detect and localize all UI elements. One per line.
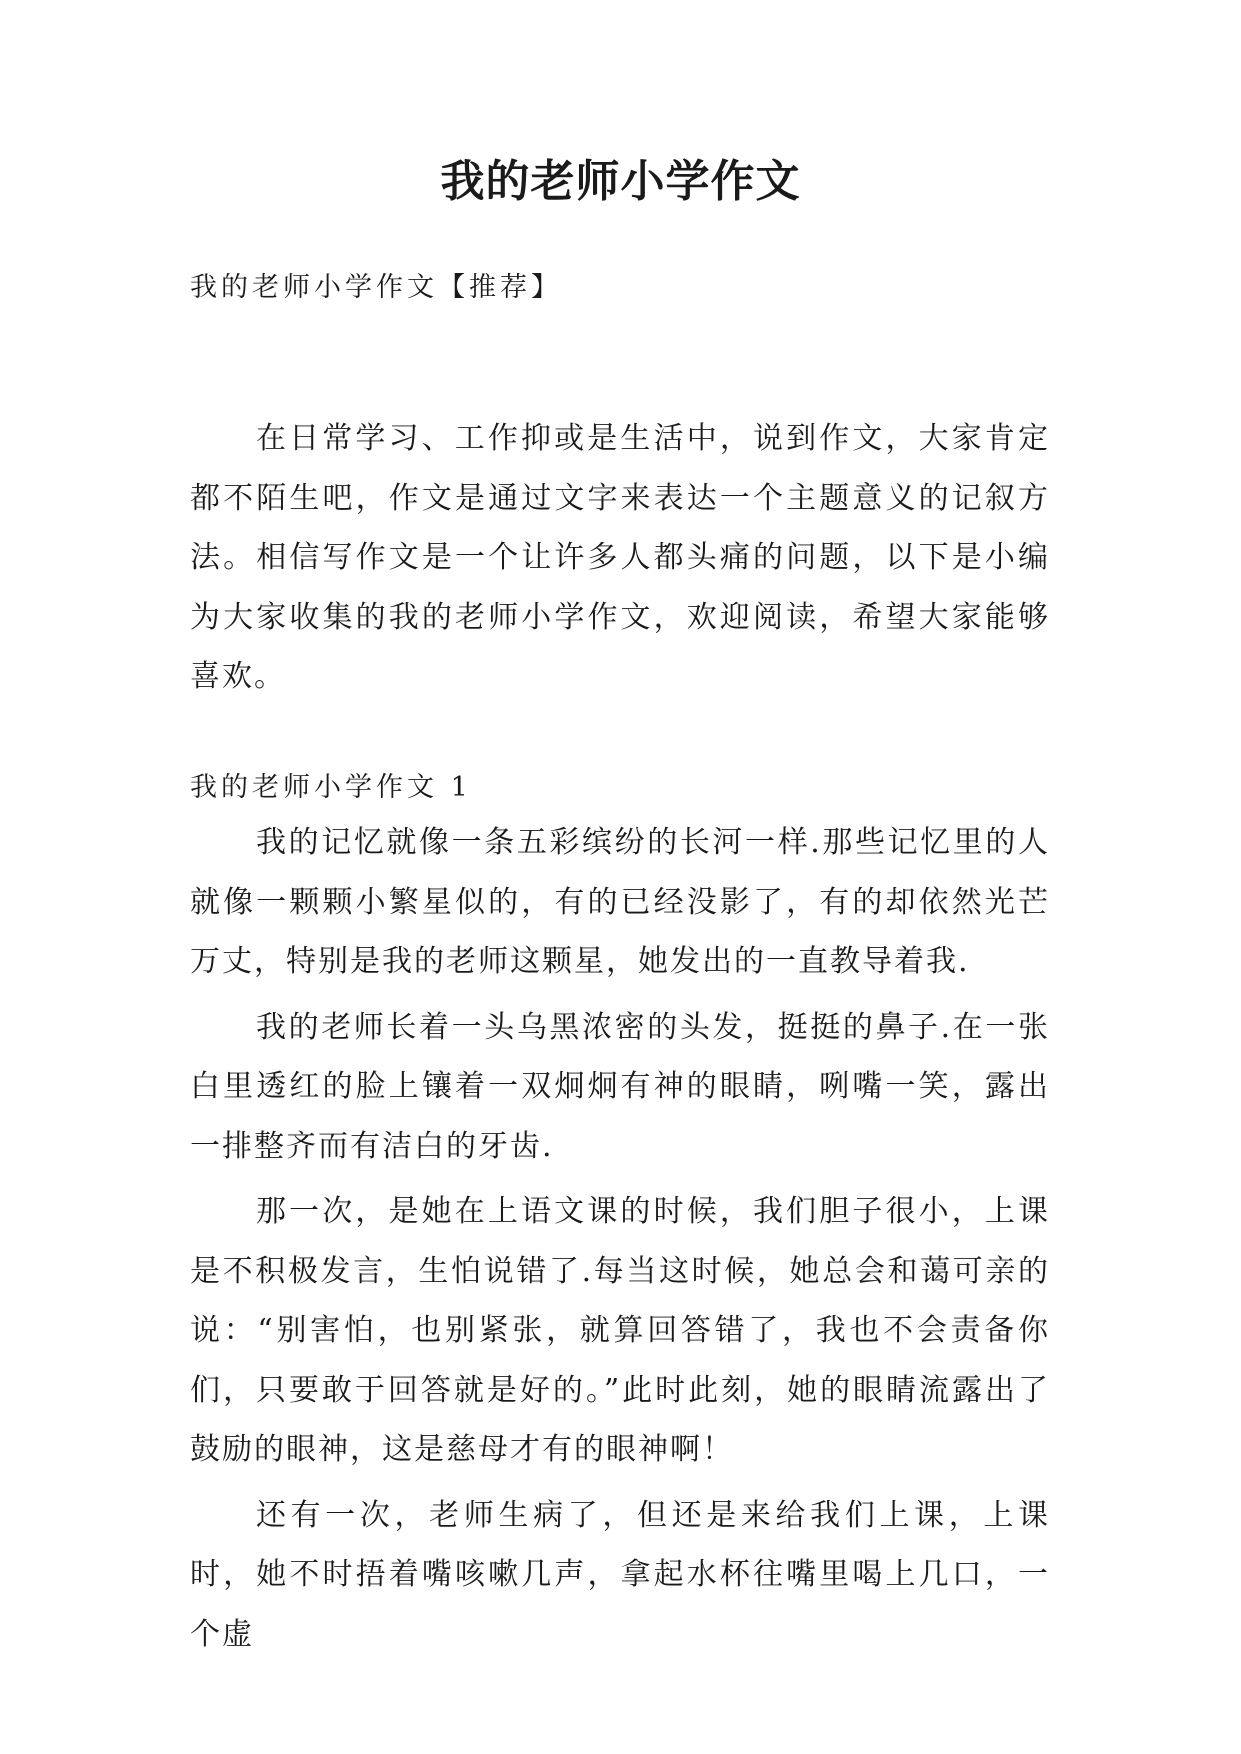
section-body xyxy=(190,813,1050,1670)
section-heading: 我的老师小学作文 1 xyxy=(190,772,472,803)
body-paragraph: 还有一次，老师生病了，但还是来给我们上课，上课时，她不时捂着嘴咳嗽几声，拿起水杯往嘴里喝上几口，一个虚 xyxy=(190,1497,1050,1652)
document-title: 我的老师小学作文 xyxy=(440,156,801,207)
intro-paragraph: 在日常学习、工作抑或是生活中，说到作文，大家肯定都不陌生吧，作文是通过文字来表达一个主题意义的记叙方法。相信写作文是一个让许多人都头痛的问题，以下是小编为大家收集的我的老师小学作文，欢迎阅读，希望大家能够喜欢。 xyxy=(190,421,1050,694)
body-paragraph: 我的老师长着一头乌黑浓密的头发，挺挺的鼻子.在一张白里透红的脸上镶着一双炯炯有神的眼睛，咧嘴一笑，露出一排整齐而有洁白的牙齿. xyxy=(190,1009,1050,1164)
document-subtitle: 我的老师小学作文【推荐】 xyxy=(190,272,562,303)
body-paragraph: 我的记忆就像一条五彩缤纷的长河一样.那些记忆里的人就像一颗颗小繁星似的，有的已经没影了，有的却依然光芒万丈，特别是我的老师这颗星，她发出的一直教导着我. xyxy=(190,825,1050,979)
body-paragraph: 那一次，是她在上语文课的时候，我们胆子很小，上课是不积极发言，生怕说错了.每当这时候，她总会和蔼可亲的说：“别害怕，也别紧张，就算回答错了，我也不会责备你们，只要敢于回答就是好的。”此时此刻，她的眼睛流露出了鼓励的眼神，这是慈母才有的眼神啊！ xyxy=(190,1194,1050,1467)
